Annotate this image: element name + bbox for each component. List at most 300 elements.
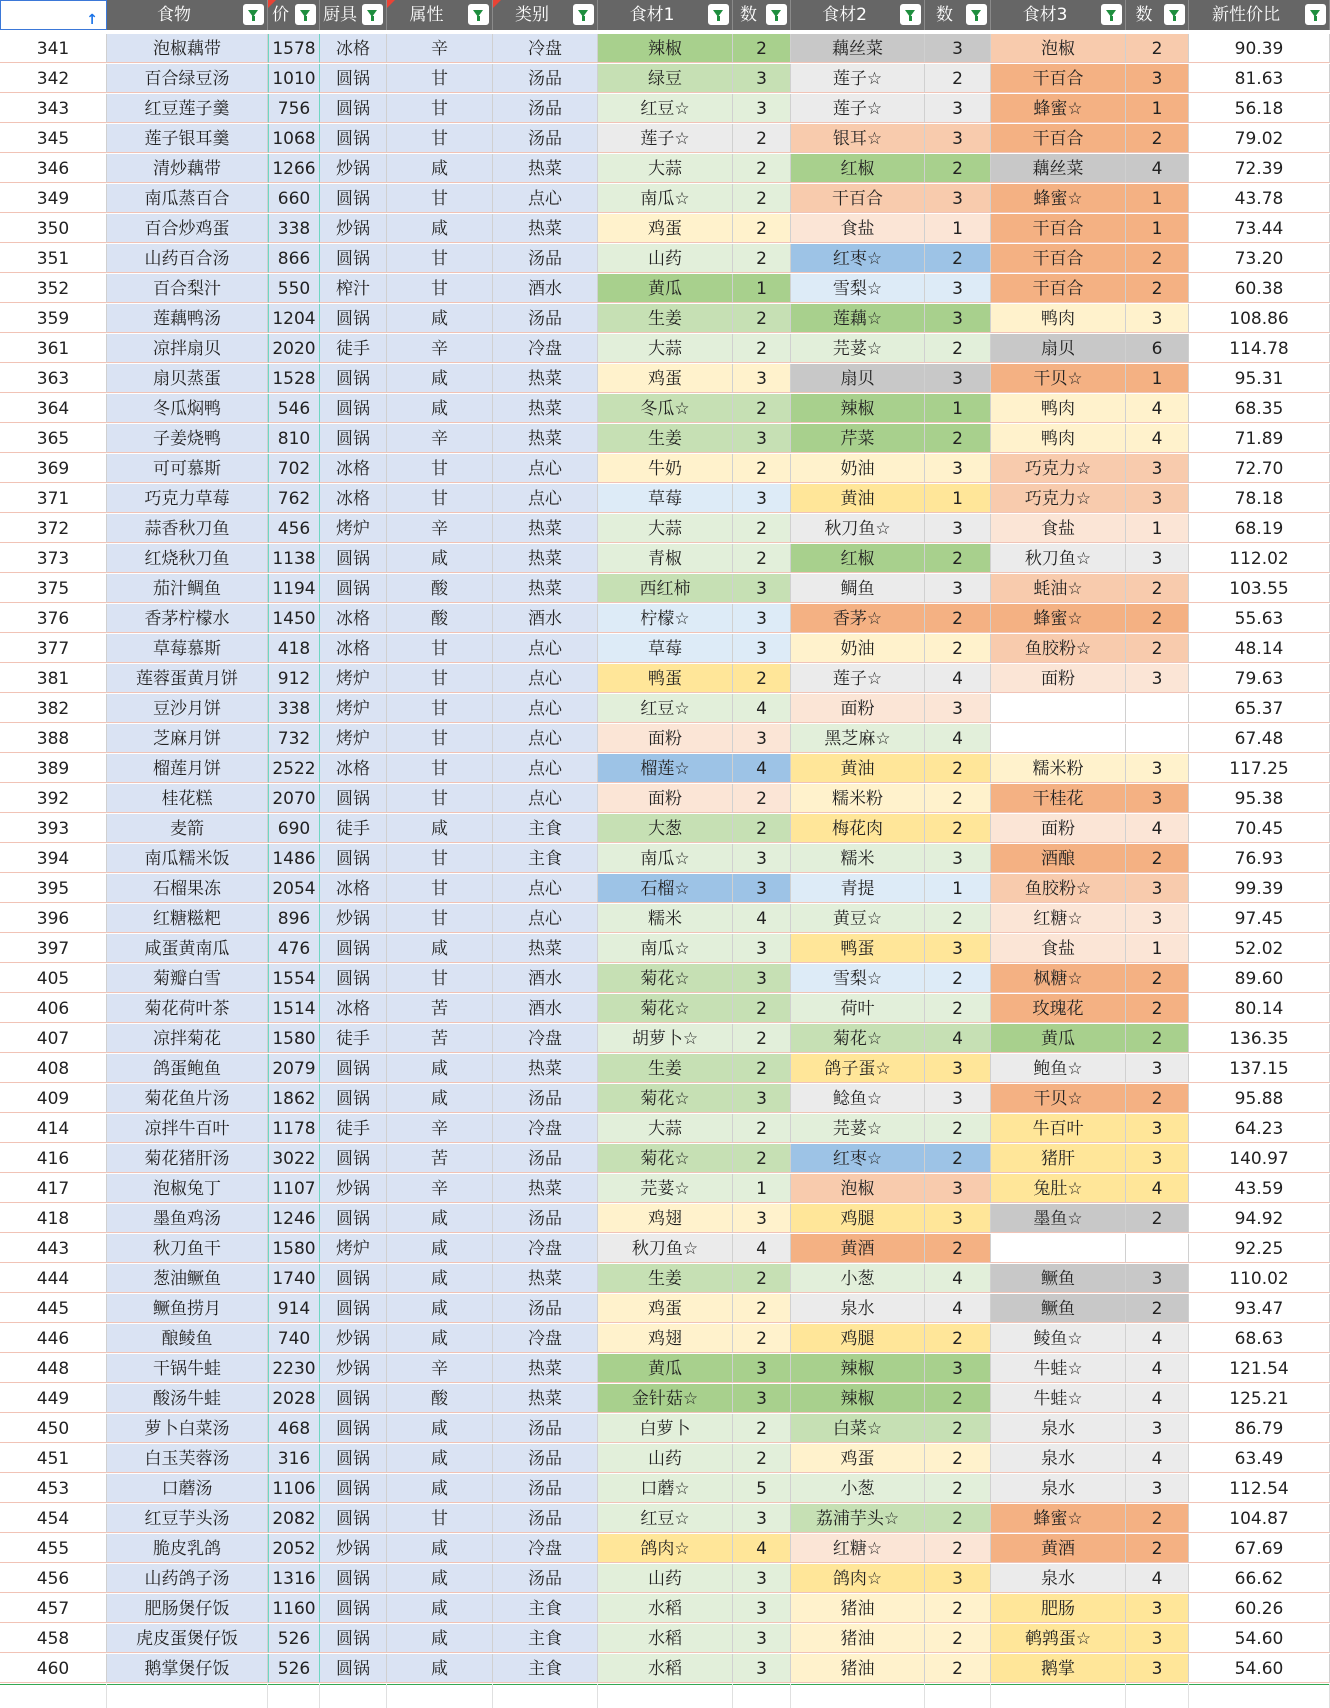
food-name-cell[interactable]: 南瓜糯米饭 <box>107 844 268 873</box>
category-cell[interactable]: 热菜 <box>493 514 598 543</box>
cookware-cell[interactable]: 圆锅 <box>320 1294 387 1323</box>
row-number-cell[interactable]: 352 <box>0 274 107 303</box>
qty3-cell[interactable]: 4 <box>1126 1384 1189 1413</box>
qty2-cell[interactable]: 3 <box>925 514 991 543</box>
ingredient3-cell[interactable]: 干贝☆ <box>991 364 1126 393</box>
column-header-ingredient1[interactable] <box>598 0 733 30</box>
ingredient3-cell[interactable]: 鸭肉 <box>991 394 1126 423</box>
food-name-cell[interactable]: 墨鱼鸡汤 <box>107 1204 268 1233</box>
food-name-cell[interactable]: 莲蓉蛋黄月饼 <box>107 664 268 693</box>
category-cell[interactable]: 主食 <box>493 1594 598 1623</box>
ingredient3-cell[interactable]: 泉水 <box>991 1474 1126 1503</box>
ingredient3-cell[interactable]: 干百合 <box>991 124 1126 153</box>
filter-icon[interactable] <box>966 4 987 25</box>
qty3-cell[interactable]: 2 <box>1126 34 1189 63</box>
ingredient2-cell[interactable]: 糯米粉 <box>791 784 925 813</box>
qty2-cell[interactable]: 2 <box>925 904 991 933</box>
qty2-cell[interactable]: 2 <box>925 1444 991 1473</box>
value-ratio-cell[interactable]: 110.02 <box>1189 1264 1330 1293</box>
filter-icon[interactable] <box>708 4 729 25</box>
ingredient3-cell[interactable]: 鹌鹑蛋☆ <box>991 1624 1126 1653</box>
price-cell[interactable]: 1580 <box>268 1024 320 1053</box>
qty3-cell[interactable]: 3 <box>1126 874 1189 903</box>
row-number-cell[interactable]: 349 <box>0 184 107 213</box>
ingredient2-cell[interactable]: 小葱 <box>791 1474 925 1503</box>
row-number-cell[interactable]: 359 <box>0 304 107 333</box>
ingredient3-cell[interactable]: 蜂蜜☆ <box>991 1504 1126 1533</box>
category-cell[interactable]: 主食 <box>493 844 598 873</box>
food-name-cell[interactable]: 红烧秋刀鱼 <box>107 544 268 573</box>
food-name-cell[interactable]: 山药百合汤 <box>107 244 268 273</box>
qty3-cell[interactable]: 3 <box>1126 1114 1189 1143</box>
ingredient1-cell[interactable]: 红豆☆ <box>598 1504 733 1533</box>
food-name-cell[interactable]: 咸蛋黄南瓜 <box>107 934 268 963</box>
filter-icon[interactable] <box>295 4 316 25</box>
ingredient2-cell[interactable]: 鸡腿 <box>791 1324 925 1353</box>
filter-icon[interactable] <box>1164 4 1185 25</box>
qty1-cell[interactable]: 3 <box>733 574 791 603</box>
category-cell[interactable]: 点心 <box>493 664 598 693</box>
cookware-cell[interactable]: 圆锅 <box>320 1144 387 1173</box>
price-cell[interactable]: 2522 <box>268 754 320 783</box>
attribute-cell[interactable]: 咸 <box>387 154 493 183</box>
ingredient1-cell[interactable]: 西红柿 <box>598 574 733 603</box>
ingredient2-cell[interactable]: 红椒 <box>791 154 925 183</box>
food-name-cell[interactable]: 菊瓣白雪 <box>107 964 268 993</box>
ingredient3-cell[interactable] <box>991 694 1126 723</box>
ingredient2-cell[interactable]: 黄酒 <box>791 1234 925 1263</box>
category-cell[interactable]: 汤品 <box>493 124 598 153</box>
ingredient2-cell[interactable]: 秋刀鱼☆ <box>791 514 925 543</box>
qty2-cell[interactable]: 3 <box>925 94 991 123</box>
food-name-cell[interactable]: 干锅牛蛙 <box>107 1354 268 1383</box>
column-header-value-ratio[interactable] <box>1189 0 1330 30</box>
cookware-cell[interactable]: 圆锅 <box>320 1384 387 1413</box>
qty3-cell[interactable]: 3 <box>1126 1054 1189 1083</box>
price-cell[interactable]: 1106 <box>268 1474 320 1503</box>
ingredient1-cell[interactable]: 草莓 <box>598 484 733 513</box>
category-cell[interactable]: 冷盘 <box>493 1324 598 1353</box>
attribute-cell[interactable]: 苦 <box>387 1144 493 1173</box>
ingredient1-cell[interactable]: 大蒜 <box>598 514 733 543</box>
qty2-cell[interactable]: 3 <box>925 274 991 303</box>
row-number-cell[interactable]: 373 <box>0 544 107 573</box>
value-ratio-cell[interactable]: 68.63 <box>1189 1324 1330 1353</box>
food-name-cell[interactable]: 泡椒藕带 <box>107 34 268 63</box>
ingredient2-cell[interactable]: 干百合 <box>791 184 925 213</box>
ingredient1-cell[interactable]: 面粉 <box>598 724 733 753</box>
attribute-cell[interactable]: 咸 <box>387 544 493 573</box>
qty3-cell[interactable]: 1 <box>1126 934 1189 963</box>
food-name-cell[interactable]: 菊花猪肝汤 <box>107 1144 268 1173</box>
ingredient1-cell[interactable]: 青椒 <box>598 544 733 573</box>
ingredient2-cell[interactable]: 青提 <box>791 874 925 903</box>
attribute-cell[interactable]: 咸 <box>387 214 493 243</box>
column-header-qty1[interactable] <box>733 0 791 30</box>
row-number-cell[interactable]: 381 <box>0 664 107 693</box>
qty1-cell[interactable]: 2 <box>733 814 791 843</box>
qty2-cell[interactable]: 2 <box>925 754 991 783</box>
row-number-cell[interactable]: 396 <box>0 904 107 933</box>
value-ratio-cell[interactable]: 95.88 <box>1189 1084 1330 1113</box>
ingredient2-cell[interactable]: 鸭蛋 <box>791 934 925 963</box>
row-number-cell[interactable]: 350 <box>0 214 107 243</box>
cookware-cell[interactable]: 冰格 <box>320 454 387 483</box>
value-ratio-cell[interactable]: 93.47 <box>1189 1294 1330 1323</box>
cookware-cell[interactable]: 徒手 <box>320 1114 387 1143</box>
value-ratio-cell[interactable]: 78.18 <box>1189 484 1330 513</box>
qty2-cell[interactable]: 1 <box>925 214 991 243</box>
ingredient3-cell[interactable]: 鲮鱼☆ <box>991 1324 1126 1353</box>
attribute-cell[interactable]: 咸 <box>387 1474 493 1503</box>
ingredient1-cell[interactable]: 芫荽☆ <box>598 1174 733 1203</box>
food-name-cell[interactable]: 凉拌菊花 <box>107 1024 268 1053</box>
row-number-cell[interactable]: 346 <box>0 154 107 183</box>
value-ratio-cell[interactable]: 90.39 <box>1189 34 1330 63</box>
value-ratio-cell[interactable]: 112.02 <box>1189 544 1330 573</box>
qty1-cell[interactable]: 3 <box>733 1624 791 1653</box>
attribute-cell[interactable]: 甘 <box>387 64 493 93</box>
ingredient1-cell[interactable]: 山药 <box>598 244 733 273</box>
price-cell[interactable]: 338 <box>268 214 320 243</box>
ingredient1-cell[interactable]: 柠檬☆ <box>598 604 733 633</box>
ingredient1-cell[interactable]: 大蒜 <box>598 1114 733 1143</box>
qty3-cell[interactable]: 4 <box>1126 1354 1189 1383</box>
ingredient1-cell[interactable]: 菊花☆ <box>598 994 733 1023</box>
category-cell[interactable]: 点心 <box>493 634 598 663</box>
food-name-cell[interactable]: 酸汤牛蛙 <box>107 1384 268 1413</box>
category-cell[interactable]: 点心 <box>493 484 598 513</box>
qty1-cell[interactable]: 2 <box>733 34 791 63</box>
ingredient3-cell[interactable]: 蜂蜜☆ <box>991 184 1126 213</box>
value-ratio-cell[interactable]: 104.87 <box>1189 1504 1330 1533</box>
qty1-cell[interactable]: 2 <box>733 1444 791 1473</box>
qty2-cell[interactable]: 2 <box>925 1474 991 1503</box>
qty3-cell[interactable]: 2 <box>1126 604 1189 633</box>
qty3-cell[interactable]: 4 <box>1126 394 1189 423</box>
ingredient2-cell[interactable]: 红枣☆ <box>791 244 925 273</box>
qty1-cell[interactable]: 4 <box>733 754 791 783</box>
qty2-cell[interactable]: 2 <box>925 154 991 183</box>
value-ratio-cell[interactable]: 121.54 <box>1189 1354 1330 1383</box>
category-cell[interactable]: 热菜 <box>493 154 598 183</box>
price-cell[interactable]: 1486 <box>268 844 320 873</box>
food-name-cell[interactable]: 石榴果冻 <box>107 874 268 903</box>
value-ratio-cell[interactable]: 65.37 <box>1189 694 1330 723</box>
ingredient2-cell[interactable]: 食盐 <box>791 214 925 243</box>
ingredient3-cell[interactable]: 兔肚☆ <box>991 1174 1126 1203</box>
value-ratio-cell[interactable]: 55.63 <box>1189 604 1330 633</box>
qty1-cell[interactable]: 2 <box>733 1324 791 1353</box>
qty3-cell[interactable]: 3 <box>1126 754 1189 783</box>
qty1-cell[interactable]: 1 <box>733 1174 791 1203</box>
qty1-cell[interactable]: 2 <box>733 1144 791 1173</box>
attribute-cell[interactable]: 咸 <box>387 814 493 843</box>
ingredient2-cell[interactable]: 莲子☆ <box>791 94 925 123</box>
qty2-cell[interactable]: 2 <box>925 1114 991 1143</box>
ingredient3-cell[interactable]: 枫糖☆ <box>991 964 1126 993</box>
ingredient3-cell[interactable]: 蜂蜜☆ <box>991 94 1126 123</box>
category-cell[interactable]: 热菜 <box>493 1264 598 1293</box>
price-cell[interactable]: 1528 <box>268 364 320 393</box>
food-name-cell[interactable]: 萝卜白菜汤 <box>107 1414 268 1443</box>
category-cell[interactable]: 热菜 <box>493 1054 598 1083</box>
ingredient1-cell[interactable]: 莲子☆ <box>598 124 733 153</box>
row-number-cell[interactable]: 342 <box>0 64 107 93</box>
qty3-cell[interactable]: 4 <box>1126 1444 1189 1473</box>
ingredient3-cell[interactable]: 牛蛙☆ <box>991 1384 1126 1413</box>
category-cell[interactable]: 酒水 <box>493 964 598 993</box>
ingredient2-cell[interactable]: 辣椒 <box>791 394 925 423</box>
category-cell[interactable]: 汤品 <box>493 244 598 273</box>
food-name-cell[interactable]: 鳜鱼捞月 <box>107 1294 268 1323</box>
ingredient1-cell[interactable]: 红豆☆ <box>598 94 733 123</box>
price-cell[interactable]: 896 <box>268 904 320 933</box>
ingredient3-cell[interactable]: 玫瑰花 <box>991 994 1126 1023</box>
food-name-cell[interactable]: 蒜香秋刀鱼 <box>107 514 268 543</box>
value-ratio-cell[interactable]: 103.55 <box>1189 574 1330 603</box>
food-name-cell[interactable]: 葱油鳜鱼 <box>107 1264 268 1293</box>
row-number-cell[interactable]: 409 <box>0 1084 107 1113</box>
ingredient1-cell[interactable]: 生姜 <box>598 304 733 333</box>
cookware-cell[interactable]: 炒锅 <box>320 1534 387 1563</box>
qty3-cell[interactable]: 2 <box>1126 274 1189 303</box>
food-name-cell[interactable]: 百合炒鸡蛋 <box>107 214 268 243</box>
cookware-cell[interactable]: 炒锅 <box>320 904 387 933</box>
ingredient1-cell[interactable]: 南瓜☆ <box>598 934 733 963</box>
row-number-cell[interactable]: 372 <box>0 514 107 543</box>
price-cell[interactable]: 546 <box>268 394 320 423</box>
ingredient3-cell[interactable] <box>991 1234 1126 1263</box>
qty1-cell[interactable]: 3 <box>733 1564 791 1593</box>
ingredient2-cell[interactable]: 香茅☆ <box>791 604 925 633</box>
ingredient3-cell[interactable]: 红糖☆ <box>991 904 1126 933</box>
ingredient3-cell[interactable]: 秋刀鱼☆ <box>991 544 1126 573</box>
ingredient2-cell[interactable]: 面粉 <box>791 694 925 723</box>
cookware-cell[interactable]: 圆锅 <box>320 184 387 213</box>
category-cell[interactable]: 热菜 <box>493 574 598 603</box>
ingredient2-cell[interactable]: 鸽肉☆ <box>791 1564 925 1593</box>
qty1-cell[interactable]: 3 <box>733 604 791 633</box>
ingredient3-cell[interactable]: 鳜鱼 <box>991 1264 1126 1293</box>
row-number-cell[interactable]: 446 <box>0 1324 107 1353</box>
food-name-cell[interactable]: 白玉芙蓉汤 <box>107 1444 268 1473</box>
attribute-cell[interactable]: 甘 <box>387 904 493 933</box>
ingredient1-cell[interactable]: 鸭蛋 <box>598 664 733 693</box>
cookware-cell[interactable]: 徒手 <box>320 814 387 843</box>
qty2-cell[interactable]: 3 <box>925 1354 991 1383</box>
food-name-cell[interactable]: 茄汁鲷鱼 <box>107 574 268 603</box>
qty1-cell[interactable]: 1 <box>733 274 791 303</box>
food-name-cell[interactable]: 清炒藕带 <box>107 154 268 183</box>
price-cell[interactable]: 702 <box>268 454 320 483</box>
cookware-cell[interactable]: 烤炉 <box>320 1234 387 1263</box>
price-cell[interactable]: 660 <box>268 184 320 213</box>
row-number-cell[interactable]: 394 <box>0 844 107 873</box>
qty2-cell[interactable]: 2 <box>925 424 991 453</box>
qty1-cell[interactable]: 5 <box>733 1474 791 1503</box>
row-number-cell[interactable]: 343 <box>0 94 107 123</box>
column-header-row-number[interactable] <box>0 0 107 30</box>
qty3-cell[interactable]: 3 <box>1126 1144 1189 1173</box>
row-number-cell[interactable]: 408 <box>0 1054 107 1083</box>
attribute-cell[interactable]: 咸 <box>387 394 493 423</box>
value-ratio-cell[interactable]: 52.02 <box>1189 934 1330 963</box>
ingredient2-cell[interactable]: 莲子☆ <box>791 64 925 93</box>
value-ratio-cell[interactable]: 81.63 <box>1189 64 1330 93</box>
ingredient2-cell[interactable]: 奶油 <box>791 454 925 483</box>
ingredient3-cell[interactable]: 泉水 <box>991 1564 1126 1593</box>
row-number-cell[interactable]: 416 <box>0 1144 107 1173</box>
ingredient2-cell[interactable]: 小葱 <box>791 1264 925 1293</box>
cookware-cell[interactable]: 炒锅 <box>320 214 387 243</box>
value-ratio-cell[interactable]: 79.63 <box>1189 664 1330 693</box>
column-header-ingredient2[interactable] <box>791 0 925 30</box>
column-header-qty3[interactable] <box>1126 0 1189 30</box>
qty3-cell[interactable]: 3 <box>1126 664 1189 693</box>
value-ratio-cell[interactable]: 43.78 <box>1189 184 1330 213</box>
attribute-cell[interactable]: 苦 <box>387 994 493 1023</box>
ingredient2-cell[interactable]: 糯米 <box>791 844 925 873</box>
cookware-cell[interactable]: 圆锅 <box>320 964 387 993</box>
price-cell[interactable]: 2054 <box>268 874 320 903</box>
food-name-cell[interactable]: 红豆芋头汤 <box>107 1504 268 1533</box>
category-cell[interactable]: 热菜 <box>493 1174 598 1203</box>
cookware-cell[interactable]: 圆锅 <box>320 1504 387 1533</box>
price-cell[interactable]: 1554 <box>268 964 320 993</box>
price-cell[interactable]: 2082 <box>268 1504 320 1533</box>
food-name-cell[interactable]: 桂花糕 <box>107 784 268 813</box>
value-ratio-cell[interactable]: 70.45 <box>1189 814 1330 843</box>
qty2-cell[interactable]: 4 <box>925 1264 991 1293</box>
qty1-cell[interactable]: 3 <box>733 1354 791 1383</box>
cookware-cell[interactable]: 徒手 <box>320 1024 387 1053</box>
cookware-cell[interactable]: 圆锅 <box>320 1654 387 1683</box>
food-name-cell[interactable]: 红糖糍粑 <box>107 904 268 933</box>
category-cell[interactable]: 汤品 <box>493 1414 598 1443</box>
ingredient3-cell[interactable]: 食盐 <box>991 514 1126 543</box>
qty2-cell[interactable]: 2 <box>925 244 991 273</box>
value-ratio-cell[interactable]: 73.20 <box>1189 244 1330 273</box>
cookware-cell[interactable]: 圆锅 <box>320 64 387 93</box>
qty2-cell[interactable]: 2 <box>925 994 991 1023</box>
ingredient1-cell[interactable]: 鸡翅 <box>598 1204 733 1233</box>
attribute-cell[interactable]: 甘 <box>387 1504 493 1533</box>
value-ratio-cell[interactable]: 99.39 <box>1189 874 1330 903</box>
qty2-cell[interactable]: 2 <box>925 1594 991 1623</box>
price-cell[interactable]: 526 <box>268 1654 320 1683</box>
ingredient3-cell[interactable]: 肥肠 <box>991 1594 1126 1623</box>
row-number-cell[interactable]: 389 <box>0 754 107 783</box>
qty3-cell[interactable] <box>1126 694 1189 723</box>
qty2-cell[interactable]: 3 <box>925 34 991 63</box>
attribute-cell[interactable]: 甘 <box>387 964 493 993</box>
category-cell[interactable]: 冷盘 <box>493 334 598 363</box>
qty1-cell[interactable]: 3 <box>733 1504 791 1533</box>
value-ratio-cell[interactable]: 97.45 <box>1189 904 1330 933</box>
value-ratio-cell[interactable]: 80.14 <box>1189 994 1330 1023</box>
value-ratio-cell[interactable]: 54.60 <box>1189 1654 1330 1683</box>
value-ratio-cell[interactable]: 140.97 <box>1189 1144 1330 1173</box>
row-number-cell[interactable]: 457 <box>0 1594 107 1623</box>
attribute-cell[interactable]: 咸 <box>387 1054 493 1083</box>
cookware-cell[interactable]: 圆锅 <box>320 934 387 963</box>
category-cell[interactable]: 点心 <box>493 184 598 213</box>
qty3-cell[interactable]: 4 <box>1126 424 1189 453</box>
qty2-cell[interactable]: 2 <box>925 604 991 633</box>
price-cell[interactable]: 1316 <box>268 1564 320 1593</box>
ingredient1-cell[interactable]: 金针菇☆ <box>598 1384 733 1413</box>
attribute-cell[interactable]: 甘 <box>387 484 493 513</box>
price-cell[interactable]: 2052 <box>268 1534 320 1563</box>
ingredient1-cell[interactable]: 山药 <box>598 1444 733 1473</box>
attribute-cell[interactable]: 甘 <box>387 844 493 873</box>
value-ratio-cell[interactable]: 86.79 <box>1189 1414 1330 1443</box>
price-cell[interactable]: 418 <box>268 634 320 663</box>
cookware-cell[interactable]: 圆锅 <box>320 844 387 873</box>
qty2-cell[interactable]: 3 <box>925 304 991 333</box>
ingredient2-cell[interactable]: 白菜☆ <box>791 1414 925 1443</box>
column-header-cookware[interactable] <box>320 0 387 30</box>
qty2-cell[interactable]: 1 <box>925 874 991 903</box>
value-ratio-cell[interactable]: 73.44 <box>1189 214 1330 243</box>
cookware-cell[interactable]: 烤炉 <box>320 724 387 753</box>
ingredient2-cell[interactable]: 鸡蛋 <box>791 1444 925 1473</box>
category-cell[interactable]: 汤品 <box>493 304 598 333</box>
attribute-cell[interactable]: 咸 <box>387 1444 493 1473</box>
value-ratio-cell[interactable]: 48.14 <box>1189 634 1330 663</box>
attribute-cell[interactable]: 甘 <box>387 874 493 903</box>
ingredient3-cell[interactable]: 干百合 <box>991 244 1126 273</box>
cookware-cell[interactable]: 冰格 <box>320 34 387 63</box>
price-cell[interactable]: 866 <box>268 244 320 273</box>
category-cell[interactable]: 冷盘 <box>493 1234 598 1263</box>
ingredient1-cell[interactable]: 大蒜 <box>598 334 733 363</box>
ingredient2-cell[interactable]: 鲶鱼☆ <box>791 1084 925 1113</box>
attribute-cell[interactable]: 辛 <box>387 334 493 363</box>
value-ratio-cell[interactable]: 54.60 <box>1189 1624 1330 1653</box>
attribute-cell[interactable]: 咸 <box>387 1084 493 1113</box>
attribute-cell[interactable]: 咸 <box>387 934 493 963</box>
ingredient2-cell[interactable]: 泡椒 <box>791 1174 925 1203</box>
qty3-cell[interactable]: 1 <box>1126 184 1189 213</box>
qty1-cell[interactable]: 3 <box>733 724 791 753</box>
cookware-cell[interactable]: 圆锅 <box>320 304 387 333</box>
qty1-cell[interactable]: 3 <box>733 934 791 963</box>
qty3-cell[interactable]: 3 <box>1126 484 1189 513</box>
qty1-cell[interactable]: 2 <box>733 784 791 813</box>
ingredient2-cell[interactable]: 鸡腿 <box>791 1204 925 1233</box>
qty2-cell[interactable]: 4 <box>925 664 991 693</box>
food-name-cell[interactable]: 子姜烧鸭 <box>107 424 268 453</box>
value-ratio-cell[interactable]: 71.89 <box>1189 424 1330 453</box>
category-cell[interactable]: 冷盘 <box>493 1024 598 1053</box>
qty3-cell[interactable]: 4 <box>1126 814 1189 843</box>
ingredient2-cell[interactable]: 红椒 <box>791 544 925 573</box>
qty1-cell[interactable]: 4 <box>733 904 791 933</box>
qty3-cell[interactable]: 2 <box>1126 634 1189 663</box>
qty1-cell[interactable]: 2 <box>733 1024 791 1053</box>
ingredient2-cell[interactable]: 芫荽☆ <box>791 334 925 363</box>
filter-icon[interactable] <box>243 4 264 25</box>
food-name-cell[interactable]: 榴莲月饼 <box>107 754 268 783</box>
qty2-cell[interactable]: 2 <box>925 634 991 663</box>
ingredient1-cell[interactable]: 牛奶 <box>598 454 733 483</box>
qty2-cell[interactable]: 3 <box>925 934 991 963</box>
attribute-cell[interactable]: 甘 <box>387 454 493 483</box>
cookware-cell[interactable]: 圆锅 <box>320 1474 387 1503</box>
food-name-cell[interactable]: 草莓慕斯 <box>107 634 268 663</box>
